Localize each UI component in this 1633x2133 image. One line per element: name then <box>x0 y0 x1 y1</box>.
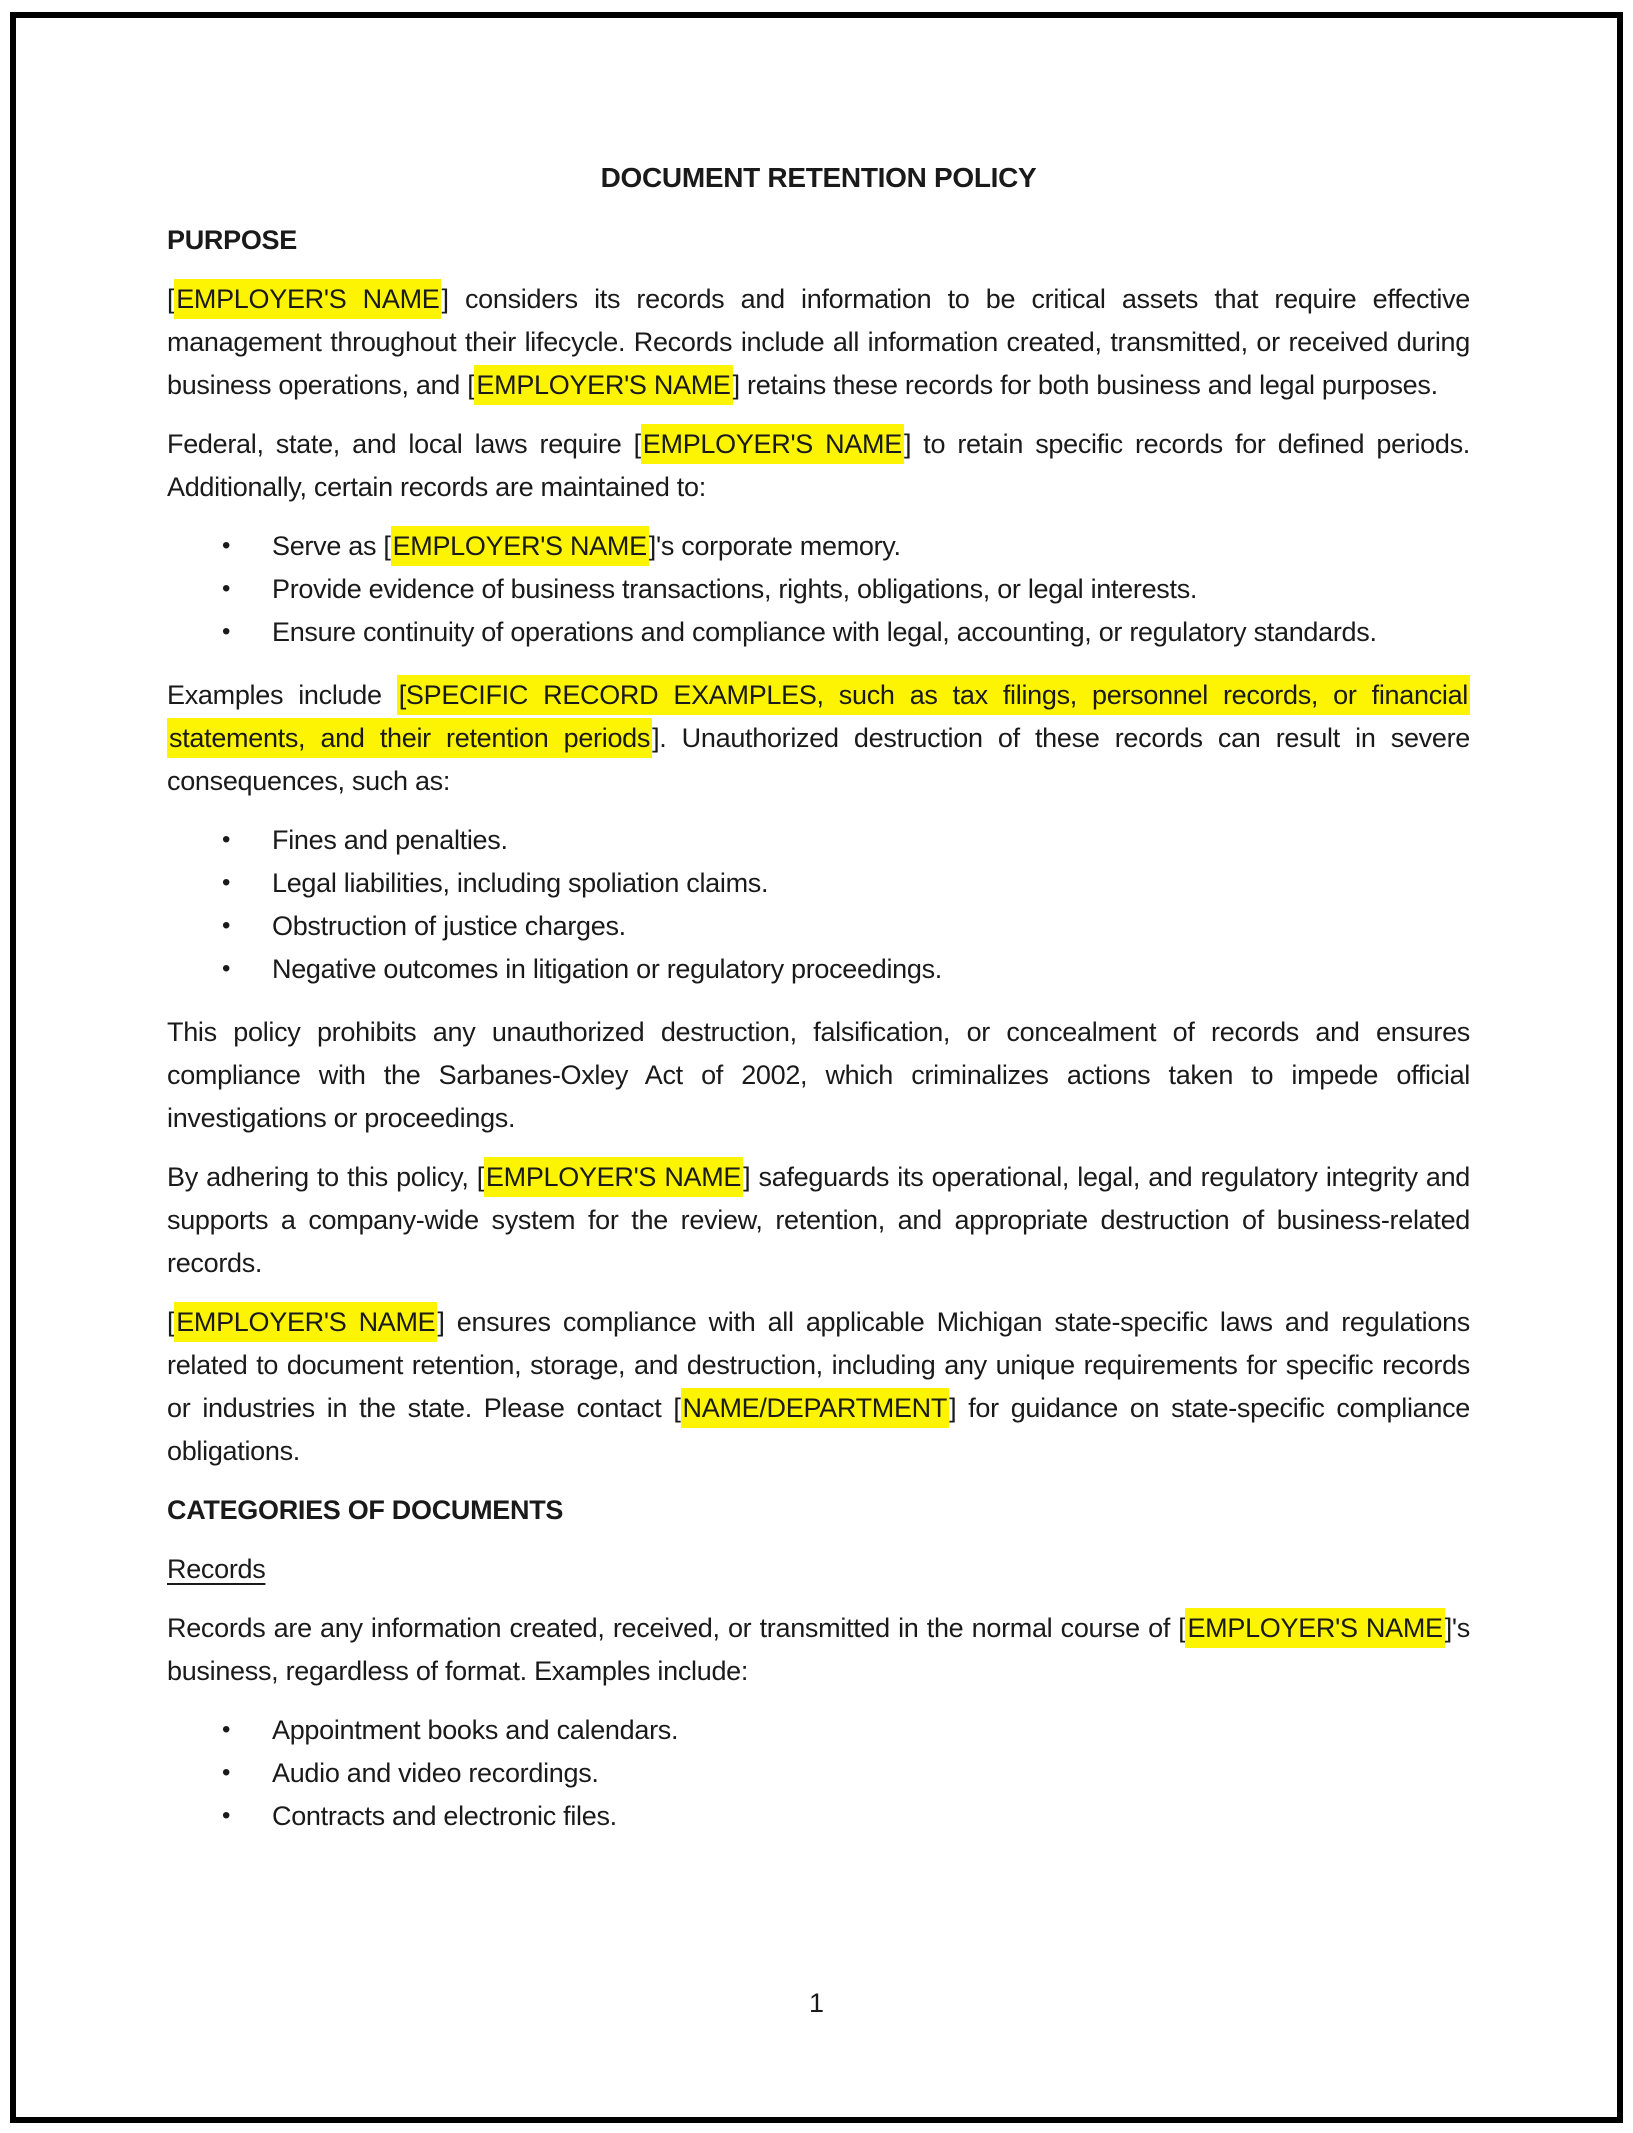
paragraph <box>167 674 1470 803</box>
list-item <box>222 905 1470 948</box>
list-item <box>222 525 1470 568</box>
list-item <box>222 611 1470 654</box>
list-item <box>222 1709 1470 1752</box>
bullet-icon: • <box>222 618 231 645</box>
highlight-placeholder: EMPLOYER'S NAME <box>474 365 732 405</box>
text-run: ] for guidance on state-specific compliance obligations. <box>167 1393 1470 1466</box>
paragraph <box>167 423 1470 509</box>
highlight-placeholder: EMPLOYER'S NAME <box>484 1157 743 1197</box>
text-run: ]. Unauthorized destruction of these records can result in severe consequences, such as: <box>167 723 1470 796</box>
text-run: [ <box>167 1307 175 1337</box>
highlight-placeholder: EMPLOYER'S NAME <box>174 279 441 319</box>
document-content <box>167 156 1470 1858</box>
text-run: [ <box>167 284 175 314</box>
text-run: Ensure continuity of operations and compliance with legal, accounting, or regulatory standards. <box>272 617 1377 647</box>
highlight-placeholder: EMPLOYER'S NAME <box>1185 1608 1444 1648</box>
list-item <box>222 568 1470 611</box>
text-run: Negative outcomes in litigation or regulatory proceedings. <box>272 954 942 984</box>
list-item <box>222 819 1470 862</box>
bullet-icon: • <box>222 575 231 602</box>
highlight-placeholder: EMPLOYER'S NAME <box>174 1302 437 1342</box>
highlight-placeholder: [SPECIFIC RECORD EXAMPLES, such as tax filings, personnel records, or financial statements, and their retention periods <box>167 675 1470 758</box>
text-run: Federal, state, and local laws require [ <box>167 429 641 459</box>
document-title: DOCUMENT RETENTION POLICY <box>600 162 1037 193</box>
highlight-placeholder: EMPLOYER'S NAME <box>391 526 649 566</box>
paragraph <box>167 278 1470 407</box>
bullet-icon: • <box>222 1759 231 1786</box>
text-run: Records are any information created, received, or transmitted in the normal course of [ <box>167 1613 1186 1643</box>
text-run: ] safeguards its operational, legal, and regulatory integrity and supports a company-wide system for the review, retention, and appropriate destruction of business-related records. <box>167 1162 1471 1278</box>
bullet-icon: • <box>222 955 231 982</box>
bullet-icon: • <box>222 869 231 896</box>
section-heading: CATEGORIES OF DOCUMENTS <box>167 1495 564 1525</box>
bullet-list <box>167 819 1470 991</box>
text-run: Appointment books and calendars. <box>272 1715 679 1745</box>
bullet-list <box>167 1709 1470 1838</box>
list-item <box>222 1752 1470 1795</box>
bullet-icon: • <box>222 1802 231 1829</box>
text-run: ] considers its records and information to be critical assets that require effective management throughout their lifecycle. Records include all information created, transmitted, or received during business operations, and [ <box>167 284 1470 400</box>
text-run: Provide evidence of business transactions, rights, obligations, or legal interests. <box>272 574 1198 604</box>
list-item <box>222 1795 1470 1838</box>
text-run: ]'s corporate memory. <box>648 531 901 561</box>
text-run: ] retains these records for both business and legal purposes. <box>732 370 1438 400</box>
list-item <box>222 862 1470 905</box>
text-run: Legal liabilities, including spoliation claims. <box>272 868 769 898</box>
paragraph <box>167 1156 1470 1285</box>
text-run: ] to retain specific records for defined periods. Additionally, certain records are maintained to: <box>167 429 1471 502</box>
text-run: Contracts and electronic files. <box>272 1801 617 1831</box>
bullet-list <box>167 525 1470 654</box>
bullet-icon: • <box>222 826 231 853</box>
text-run: By adhering to this policy, [ <box>167 1162 484 1192</box>
text-run: ]'s business, regardless of format. Examples include: <box>167 1613 1470 1686</box>
paragraph <box>167 1011 1470 1140</box>
bullet-icon: • <box>222 532 231 559</box>
text-run: Audio and video recordings. <box>272 1758 599 1788</box>
highlight-placeholder: NAME/DEPARTMENT <box>681 1388 950 1428</box>
bullet-icon: • <box>222 912 231 939</box>
text-run: This policy prohibits any unauthorized destruction, falsification, or concealment of records and ensures compliance with the Sarbanes-Oxley Act of 2002, which criminalizes actions taken to impede official investigations or proceedings. <box>167 1017 1470 1133</box>
highlight-placeholder: EMPLOYER'S NAME <box>641 424 904 464</box>
text-run: Examples include <box>167 680 397 710</box>
text-run: Obstruction of justice charges. <box>272 911 626 941</box>
bullet-icon: • <box>222 1716 231 1743</box>
text-run: Serve as [ <box>272 531 391 561</box>
text-run: Fines and penalties. <box>272 825 508 855</box>
text-run: ] ensures compliance with all applicable Michigan state-specific laws and regulations related to document retention, storage, and destruction, including any unique requirements for specific records or industries in the state. Please contact [ <box>167 1307 1470 1423</box>
subsection-heading: Records <box>167 1554 266 1584</box>
page-number: 1 <box>808 1988 825 2018</box>
section-heading: PURPOSE <box>167 225 297 255</box>
paragraph <box>167 1607 1470 1693</box>
list-item <box>222 948 1470 991</box>
paragraph <box>167 1301 1470 1473</box>
